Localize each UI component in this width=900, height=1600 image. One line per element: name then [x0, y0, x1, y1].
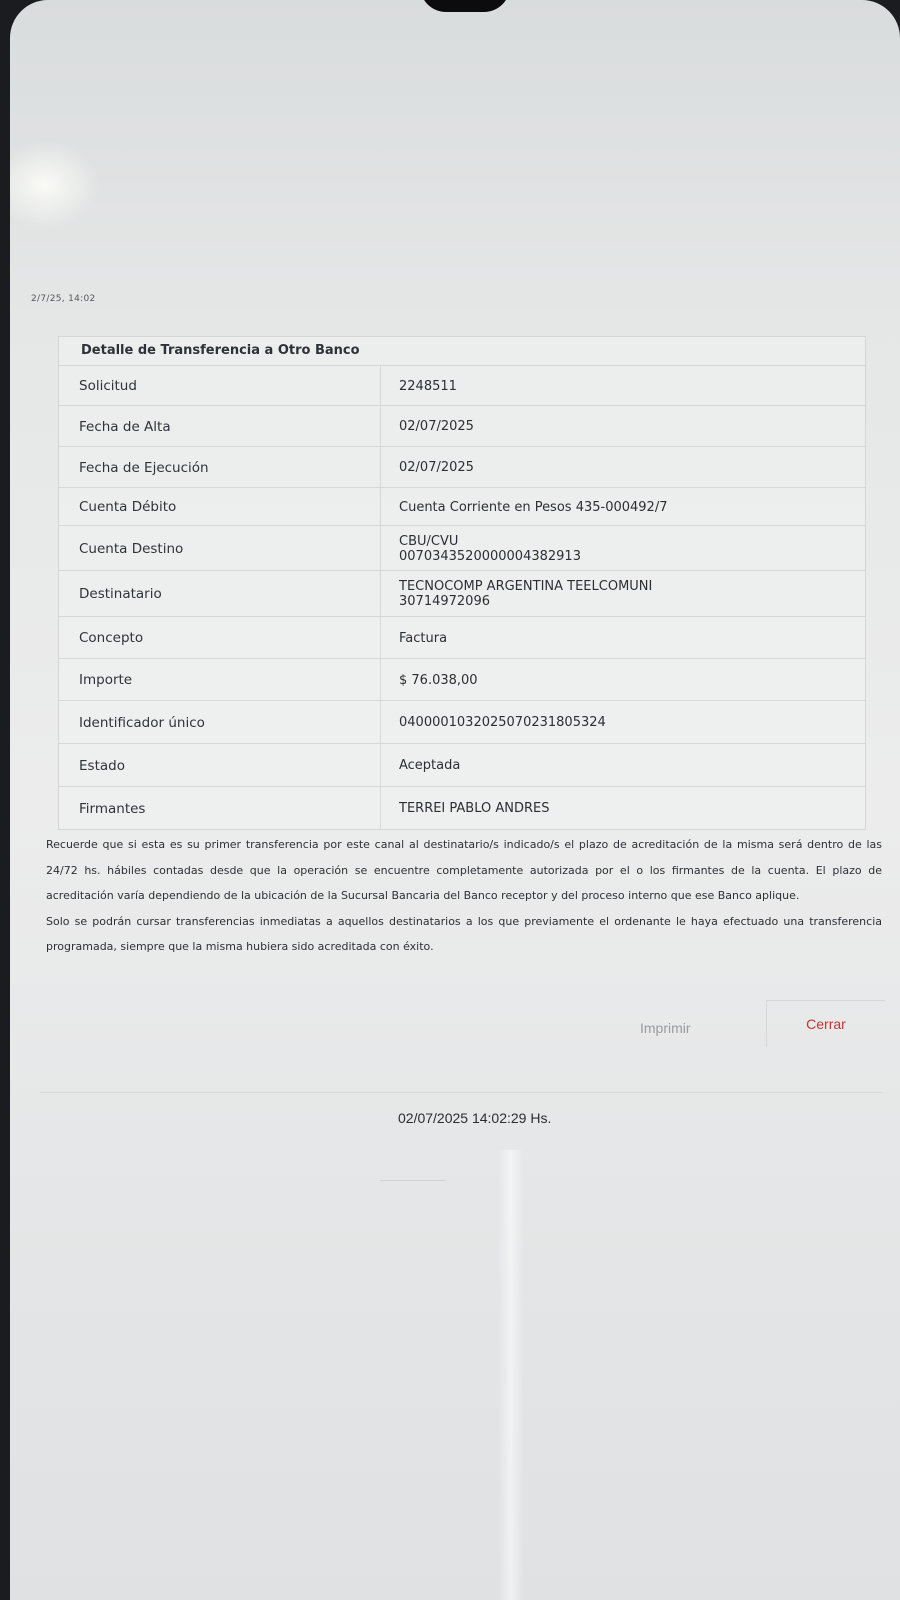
footer-divider	[40, 1092, 882, 1093]
value-text: TERREI PABLO ANDRES	[399, 801, 550, 816]
table-row	[59, 446, 865, 488]
print-timestamp: 2/7/25, 14:02	[31, 294, 96, 304]
row-label: Firmantes	[59, 787, 381, 830]
table-row	[59, 743, 865, 787]
value-text-secondary: 30714972096	[399, 594, 490, 609]
light-glare	[10, 140, 100, 230]
row-value	[381, 701, 865, 744]
value-text: TECNOCOMP ARGENTINA TEELCOMUNI	[399, 579, 653, 594]
row-value	[381, 406, 865, 447]
row-value	[381, 488, 865, 526]
value-text: Factura	[399, 630, 448, 646]
table-row	[59, 487, 865, 526]
row-label: Importe	[59, 659, 381, 701]
table-row	[59, 525, 865, 571]
footer-timestamp: 02/07/2025 14:02:29 Hs.	[398, 1110, 552, 1126]
row-value	[381, 787, 865, 830]
row-label: Estado	[59, 744, 381, 787]
row-label: Concepto	[59, 617, 381, 659]
row-value	[381, 617, 865, 659]
row-label: Identificador único	[59, 701, 381, 744]
notice-paragraph: Recuerde que si esta es su primer transferencia por este canal al destinatario/s indicado/s el plazo de acreditación de la misma será dentro de las 24/72 hs. hábiles contadas desde que la operación se encuentre completamente autorizada por el o los firmantes de la cuenta. El plazo de acreditación varía dependiendo de la ubicación de la Sucursal Bancaria del Banco receptor y del proceso interno que ese Banco aplique.	[46, 838, 882, 902]
decorative-line	[380, 1180, 446, 1181]
transfer-detail-table	[58, 336, 866, 830]
value-text: 2248511	[399, 378, 457, 394]
table-row	[59, 365, 865, 406]
row-label: Fecha de Alta	[59, 406, 381, 447]
camera-notch	[420, 0, 510, 12]
table-row	[59, 405, 865, 447]
close-button[interactable]	[766, 1000, 885, 1047]
row-label: Solicitud	[59, 366, 381, 406]
value-text: Aceptada	[399, 758, 461, 773]
close-button-label: Cerrar	[806, 1016, 846, 1032]
value-text: 02/07/2025	[399, 460, 474, 475]
row-value	[381, 571, 865, 617]
row-value	[381, 366, 865, 406]
value-text: Cuenta Corriente en Pesos 435-000492/7	[399, 499, 668, 515]
row-label: Destinatario	[59, 571, 381, 617]
row-value	[381, 659, 865, 701]
value-text: CBU/CVU	[399, 533, 459, 549]
row-label: Fecha de Ejecución	[59, 447, 381, 488]
row-value	[381, 744, 865, 787]
value-text: 02/07/2025	[399, 419, 474, 434]
row-label: Cuenta Destino	[59, 526, 381, 571]
table-row	[59, 658, 865, 701]
notice-paragraph: Solo se podrán cursar transferencias inmediatas a aquellos destinatarios a los que previamente el ordenante le haya efectuado una transferencia programada, siempre que la misma hubiera sido acreditada con éxito.	[46, 914, 882, 953]
value-text: $ 76.038,00	[399, 672, 478, 688]
print-button[interactable]: Imprimir	[640, 1020, 691, 1036]
value-text: 0400001032025070231805324	[399, 715, 606, 730]
accreditation-notice	[46, 832, 882, 960]
row-value	[381, 447, 865, 488]
table-row	[59, 700, 865, 744]
light-streak	[498, 1150, 524, 1600]
row-value	[381, 526, 865, 571]
detail-title: Detalle de Transferencia a Otro Banco	[81, 343, 360, 358]
value-text-secondary: 0070343520000004382913	[399, 548, 581, 564]
table-row	[59, 570, 865, 617]
table-row	[59, 616, 865, 659]
table-row	[59, 786, 865, 830]
row-label: Cuenta Débito	[59, 488, 381, 526]
